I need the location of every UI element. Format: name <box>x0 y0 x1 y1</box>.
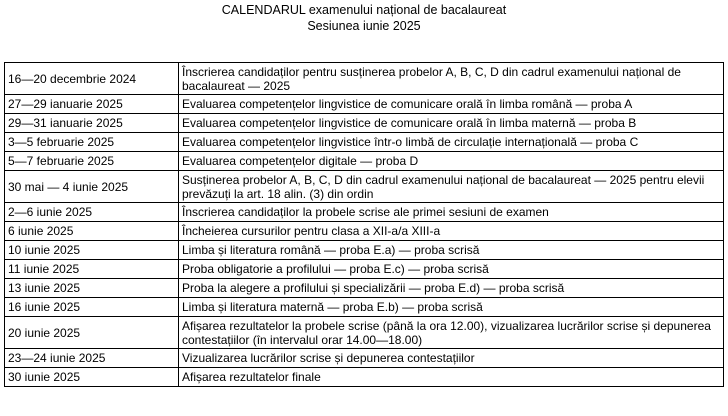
event-cell: Evaluarea competențelor digitale — proba D <box>179 152 724 171</box>
date-cell: 5—7 februarie 2025 <box>5 152 179 171</box>
event-cell: Încheierea cursurilor pentru clasa a XII-a/a XIII-a <box>179 222 724 241</box>
date-cell: 10 iunie 2025 <box>5 241 179 260</box>
table-row <box>5 114 724 133</box>
date-cell: 13 iunie 2025 <box>5 279 179 298</box>
document-title: CALENDARUL examenului național de bacalaureat <box>221 3 507 17</box>
date-cell: 27—29 ianuarie 2025 <box>5 95 179 114</box>
table-row <box>5 95 724 114</box>
event-cell: Evaluarea competențelor lingvistice într-o limbă de circulație internațională — proba C <box>179 133 724 152</box>
table-row <box>5 368 724 387</box>
event-cell: Evaluarea competențelor lingvistice de comunicare orală în limba maternă — proba B <box>179 114 724 133</box>
table-row <box>5 203 724 222</box>
event-cell: Susținerea probelor A, B, C, D din cadrul examenului național de bacalaureat — 2025 pentru elevii prevăzuți la art. 18 alin. (3) din ordin <box>179 171 724 203</box>
event-cell: Proba obligatorie a profilului — proba E.c) — proba scrisă <box>179 260 724 279</box>
date-cell: 6 iunie 2025 <box>5 222 179 241</box>
table-row <box>5 279 724 298</box>
exam-calendar-table <box>4 62 724 387</box>
table-row <box>5 317 724 349</box>
event-cell: Înscrierea candidaților pentru susținerea probelor A, B, C, D din cadrul examenului național de bacalaureat — 2025 <box>179 63 724 95</box>
date-cell: 11 iunie 2025 <box>5 260 179 279</box>
date-cell: 2—6 iunie 2025 <box>5 203 179 222</box>
table-row <box>5 241 724 260</box>
table-row <box>5 63 724 95</box>
table-row <box>5 260 724 279</box>
date-cell: 30 iunie 2025 <box>5 368 179 387</box>
event-cell: Afișarea rezultatelor finale <box>179 368 724 387</box>
table-row <box>5 133 724 152</box>
table-row <box>5 222 724 241</box>
table-row <box>5 171 724 203</box>
event-cell: Afișarea rezultatelor la probele scrise (până la ora 12.00), vizualizarea lucrărilor scrise și depunerea contestațiilor (în intervalul orar 14.00—18.00) <box>179 317 724 349</box>
event-cell: Proba la alegere a profilului și specializării — proba E.d) — proba scrisă <box>179 279 724 298</box>
event-cell: Vizualizarea lucrărilor scrise și depunerea contestațiilor <box>179 349 724 368</box>
table-row <box>5 349 724 368</box>
document-subtitle: Sesiunea iunie 2025 <box>307 19 421 33</box>
date-cell: 29—31 ianuarie 2025 <box>5 114 179 133</box>
document-header <box>0 2 728 34</box>
table-row <box>5 298 724 317</box>
date-cell: 30 mai — 4 iunie 2025 <box>5 171 179 203</box>
date-cell: 3—5 februarie 2025 <box>5 133 179 152</box>
event-cell: Înscrierea candidaților la probele scrise ale primei sesiuni de examen <box>179 203 724 222</box>
date-cell: 23—24 iunie 2025 <box>5 349 179 368</box>
date-cell: 20 iunie 2025 <box>5 317 179 349</box>
date-cell: 16—20 decembrie 2024 <box>5 63 179 95</box>
event-cell: Evaluarea competențelor lingvistice de comunicare orală în limba română — proba A <box>179 95 724 114</box>
event-cell: Limba și literatura maternă — proba E.b) — proba scrisă <box>179 298 724 317</box>
event-cell: Limba și literatura română — proba E.a) — proba scrisă <box>179 241 724 260</box>
date-cell: 16 iunie 2025 <box>5 298 179 317</box>
table-row <box>5 152 724 171</box>
